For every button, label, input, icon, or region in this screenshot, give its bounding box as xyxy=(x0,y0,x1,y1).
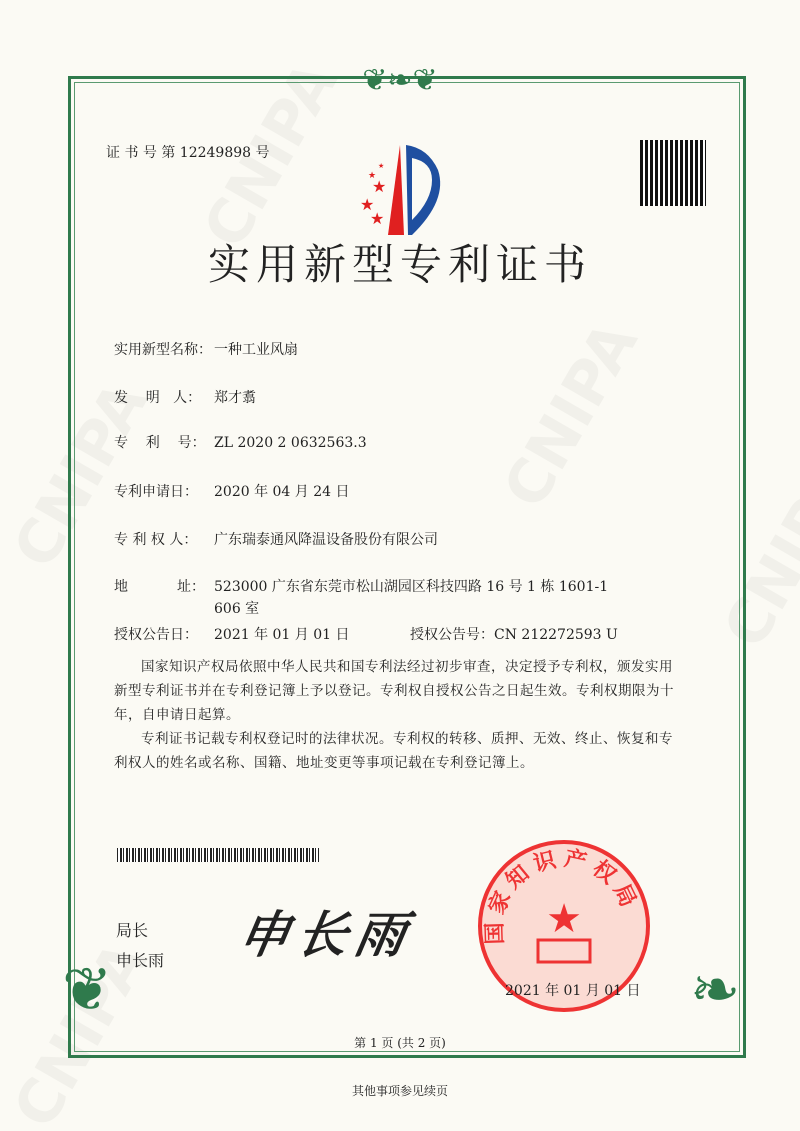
director-title: 局长 xyxy=(116,921,149,940)
svg-text:★: ★ xyxy=(370,209,385,228)
cnipa-logo xyxy=(340,140,460,240)
seal-date: 2021 年 01 月 01 日 xyxy=(505,983,641,999)
signature: 申长雨 xyxy=(234,905,419,964)
page-info: 第 1 页 (共 2 页) xyxy=(354,1036,446,1050)
corner-ornament: ❦ xyxy=(62,955,113,1025)
field-inventor: 发 明 人： 郑才翥 xyxy=(114,390,256,406)
field-address: 地 址： 523000 广东省东莞市松山湖园区科技四路 16 号 1 栋 1601-1 xyxy=(114,579,609,595)
svg-text:★: ★ xyxy=(372,177,387,196)
barcode xyxy=(117,848,319,862)
seal-text: 国家知识产权局 xyxy=(482,845,644,945)
page-title: 实用新型专利证书 xyxy=(207,240,592,289)
field-application-date: 专利申请日： 2020 年 04 月 24 日 xyxy=(114,484,350,500)
field-patent-number: 专 利 号： ZL 2020 2 0632563.3 xyxy=(114,435,367,451)
qr-code[interactable] xyxy=(640,140,706,206)
svg-text:★: ★ xyxy=(360,195,375,214)
corner-ornament: ❧ xyxy=(690,955,741,1025)
paragraph: 专利证书记载专利权登记时的法律状况。专利权的转移、质押、无效、终止、恢复和专利权人的姓名或名称、国籍、地址变更等事项记载在专利登记簿上。 xyxy=(114,731,673,771)
svg-text:★: ★ xyxy=(378,162,385,170)
certificate-number: 证 书 号 第 12249898 号 xyxy=(106,145,270,161)
footer-note: 其他事项参见续页 xyxy=(351,1084,448,1098)
director-name: 申长雨 xyxy=(116,951,165,970)
paragraph: 国家知识产权局依照中华人民共和国专利法经过初步审查，决定授予专利权，颁发实用新型专利证书并在专利登记簿上予以登记。专利权自授权公告之日起生效。专利权期限为十年，自申请日起算。 xyxy=(114,659,674,723)
svg-text:★: ★ xyxy=(368,171,377,181)
field-grant-number: 授权公告号：CN 212272593 U xyxy=(410,627,618,643)
field-patentee: 专 利 权 人： 广东瑞泰通风降温设备股份有限公司 xyxy=(114,532,438,548)
field-address-cont: 606 室 xyxy=(214,601,260,617)
svg-text:★: ★ xyxy=(546,896,582,942)
top-ornament: ❦❧❦ xyxy=(362,63,438,98)
field-utility-name: 实用新型名称： 一种工业风扇 xyxy=(114,342,298,358)
field-grant-date: 授权公告日： 2021 年 01 月 01 日 xyxy=(114,627,350,643)
